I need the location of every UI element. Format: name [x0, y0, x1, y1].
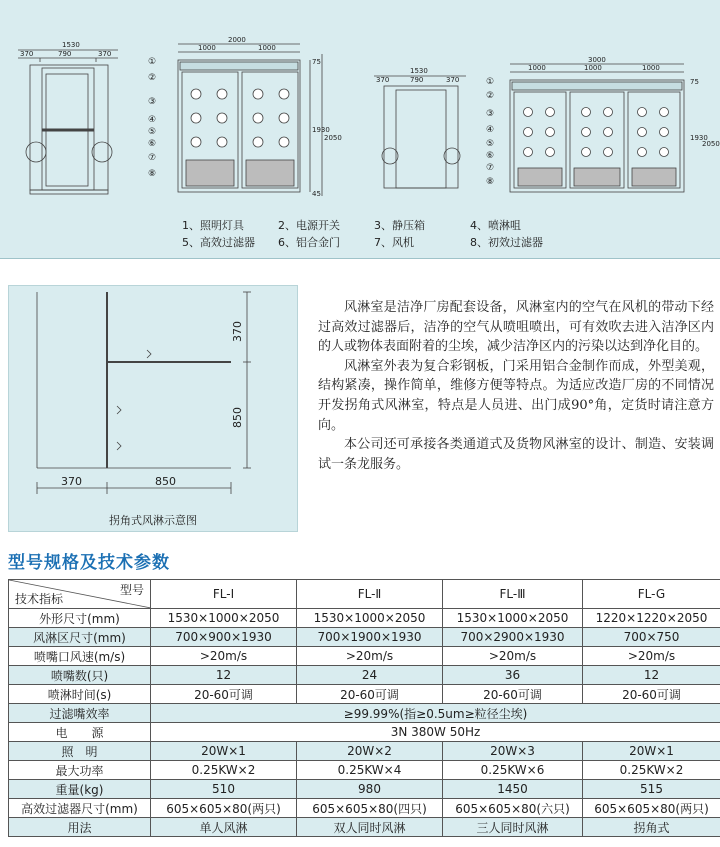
row-label: 过滤嘴效率: [9, 704, 151, 723]
row-label: 喷嘴口风速(m/s): [9, 647, 151, 666]
row-label: 风淋区尺寸(mm): [9, 628, 151, 647]
legend-item: 7、风机: [374, 235, 414, 249]
svg-text:⑧: ⑧: [148, 169, 157, 179]
table-cell: 605×605×80(两只): [583, 799, 720, 818]
svg-text:④: ④: [486, 125, 495, 135]
svg-text:370: 370: [20, 50, 34, 58]
svg-text:1530: 1530: [410, 67, 428, 75]
table-cell: 三人同时风淋: [443, 818, 583, 837]
svg-text:①: ①: [148, 57, 157, 67]
callouts-left: [148, 57, 156, 179]
table-row: [9, 704, 720, 723]
table-cell: 1220×1220×2050: [583, 609, 720, 628]
svg-text:1930: 1930: [690, 134, 708, 142]
triple-side-view: [374, 76, 466, 188]
table-cell: 20W×2: [297, 742, 443, 761]
corner-plan-diagram: [8, 285, 298, 532]
parts-legend: [182, 216, 602, 250]
description-paragraph: 风淋室外表为复合彩钢板，门采用铝合金制作而成，外型美观，结构紧凑，操作简单，维修方便等特点。为适应改造厂房的不同情况开发拐角式风淋室，特点是人员进、出门成90°角，定货时请注意方向。: [318, 358, 714, 433]
table-row: [9, 818, 720, 837]
plan-svg: [9, 286, 297, 531]
svg-text:1930: 1930: [312, 126, 330, 134]
table-cell: 605×605×80(两只): [151, 799, 297, 818]
table-cell: 0.25KW×6: [443, 761, 583, 780]
table-cell: 1530×1000×2050: [151, 609, 297, 628]
table-row: [9, 628, 720, 647]
table-cell: 单人风淋: [151, 818, 297, 837]
section-title: 型号规格及技术参数: [8, 553, 170, 573]
svg-text:1000: 1000: [258, 44, 276, 52]
triple-front-view: [510, 64, 684, 192]
legend-item: 5、高效过滤器: [182, 235, 255, 249]
table-cell-span: 3N 380W 50Hz: [151, 723, 720, 742]
row-label: 喷嘴数(只): [9, 666, 151, 685]
nozzles-double: [191, 89, 289, 147]
table-cell: 0.25KW×2: [583, 761, 720, 780]
corner-top-label: 型号: [119, 583, 144, 597]
table-header-row: [9, 580, 720, 609]
svg-text:③: ③: [486, 109, 495, 119]
table-cell: 24: [297, 666, 443, 685]
svg-text:3000: 3000: [588, 56, 606, 64]
row-label: 最大功率: [9, 761, 151, 780]
model-header: FL-Ⅲ: [443, 580, 583, 609]
svg-text:1000: 1000: [642, 64, 660, 72]
table-cell: 700×2900×1930: [443, 628, 583, 647]
dim-single-width: 1530: [62, 41, 80, 49]
svg-text:⑤: ⑤: [486, 139, 495, 149]
svg-text:2000: 2000: [228, 36, 246, 44]
legend-item: 8、初效过滤器: [470, 235, 543, 249]
table-cell: 12: [583, 666, 720, 685]
svg-text:370: 370: [98, 50, 112, 58]
legend-row: [182, 216, 602, 233]
nozzles-triple: [524, 108, 669, 157]
table-row: [9, 609, 720, 628]
table-cell: 700×1900×1930: [297, 628, 443, 647]
table-row: [9, 723, 720, 742]
table-cell: 拐角式: [583, 818, 720, 837]
svg-text:③: ③: [148, 97, 157, 107]
table-cell: 1530×1000×2050: [443, 609, 583, 628]
model-header: FL-Ⅱ: [297, 580, 443, 609]
row-label: 照 明: [9, 742, 151, 761]
legend-item: 2、电源开关: [278, 218, 340, 232]
table-row: [9, 799, 720, 818]
table-cell: 1530×1000×2050: [297, 609, 443, 628]
table-cell: 510: [151, 780, 297, 799]
table-cell: 0.25KW×4: [297, 761, 443, 780]
table-row: [9, 685, 720, 704]
table-cell: 20W×3: [443, 742, 583, 761]
row-label: 电 源: [9, 723, 151, 742]
table-cell: 1450: [443, 780, 583, 799]
plan-dim-h2: 850: [155, 475, 176, 488]
table-cell: >20m/s: [151, 647, 297, 666]
svg-text:370: 370: [376, 76, 390, 84]
table-cell: 20-60可调: [583, 685, 720, 704]
table-cell: 20W×1: [583, 742, 720, 761]
table-cell: 605×605×80(六只): [443, 799, 583, 818]
table-row: [9, 742, 720, 761]
description-text: [318, 298, 714, 474]
table-row: [9, 780, 720, 799]
table-cell: 0.25KW×2: [151, 761, 297, 780]
table-cell: 515: [583, 780, 720, 799]
table-row: [9, 647, 720, 666]
svg-text:④: ④: [148, 115, 157, 125]
table-cell: 20-60可调: [297, 685, 443, 704]
svg-text:①: ①: [486, 77, 495, 87]
table-cell: 605×605×80(四只): [297, 799, 443, 818]
table-cell-span: ≥99.99%(指≥0.5um≥粒径尘埃): [151, 704, 720, 723]
model-header: FL-Ⅰ: [151, 580, 297, 609]
svg-text:1000: 1000: [584, 64, 602, 72]
plan-dim-v1: 370: [231, 321, 244, 342]
table-cell: 20-60可调: [443, 685, 583, 704]
table-cell: 700×900×1930: [151, 628, 297, 647]
row-label: 用法: [9, 818, 151, 837]
svg-text:75: 75: [312, 58, 321, 66]
svg-text:45: 45: [312, 190, 321, 198]
table-cell: 36: [443, 666, 583, 685]
table-cell: >20m/s: [583, 647, 720, 666]
plan-dim-h1: 370: [61, 475, 82, 488]
table-cell: 20W×1: [151, 742, 297, 761]
svg-text:1000: 1000: [198, 44, 216, 52]
callouts-right: [486, 77, 494, 187]
svg-text:⑤: ⑤: [148, 127, 157, 137]
corner-bottom-label: 技术指标: [15, 592, 64, 606]
svg-text:790: 790: [58, 50, 72, 58]
description-paragraph: 风淋室是洁净厂房配套设备，风淋室内的空气在风机的带动下经过高效过滤器后，洁净的空气从喷咀喷出，可有效吹去进入洁净区内的人或物体表面附着的尘埃，减少洁净区内的污染以达到净化目的。: [318, 300, 714, 355]
table-cell: 双人同时风淋: [297, 818, 443, 837]
svg-text:②: ②: [148, 73, 157, 83]
svg-text:2050: 2050: [702, 140, 720, 148]
legend-item: 1、照明灯具: [182, 218, 244, 232]
row-label: 外形尺寸(mm): [9, 609, 151, 628]
legend-item: 3、静压箱: [374, 218, 425, 232]
svg-text:1000: 1000: [528, 64, 546, 72]
table-cell: >20m/s: [443, 647, 583, 666]
description-paragraph: 本公司还可承接各类通道式及货物风淋室的设计、制造、安装调试一条龙服务。: [318, 437, 714, 472]
row-label: 高效过滤器尺寸(mm): [9, 799, 151, 818]
table-cell: 980: [297, 780, 443, 799]
svg-text:⑦: ⑦: [148, 153, 157, 163]
svg-text:⑥: ⑥: [486, 151, 495, 161]
svg-text:⑧: ⑧: [486, 177, 495, 187]
technical-drawing-panel: [0, 0, 720, 259]
legend-item: 4、喷淋咀: [470, 218, 521, 232]
legend-item: 6、铝合金门: [278, 235, 340, 249]
plan-caption: 拐角式风淋示意图: [109, 514, 197, 527]
row-label: 喷淋时间(s): [9, 685, 151, 704]
table-cell: >20m/s: [297, 647, 443, 666]
legend-row: [182, 233, 602, 250]
table-row: [9, 666, 720, 685]
table-corner-cell: [9, 580, 151, 609]
svg-text:790: 790: [410, 76, 424, 84]
table-cell: 700×750: [583, 628, 720, 647]
row-label: 重量(kg): [9, 780, 151, 799]
plan-dim-v2: 850: [231, 407, 244, 428]
table-row: [9, 761, 720, 780]
spec-table: [8, 579, 720, 837]
table-cell: 12: [151, 666, 297, 685]
svg-text:2050: 2050: [324, 134, 342, 142]
single-side-view: [18, 50, 118, 194]
svg-text:75: 75: [690, 78, 699, 86]
svg-text:②: ②: [486, 91, 495, 101]
svg-text:⑥: ⑥: [148, 139, 157, 149]
svg-text:⑦: ⑦: [486, 163, 495, 173]
table-cell: 20-60可调: [151, 685, 297, 704]
svg-text:370: 370: [446, 76, 460, 84]
model-header: FL-G: [583, 580, 720, 609]
